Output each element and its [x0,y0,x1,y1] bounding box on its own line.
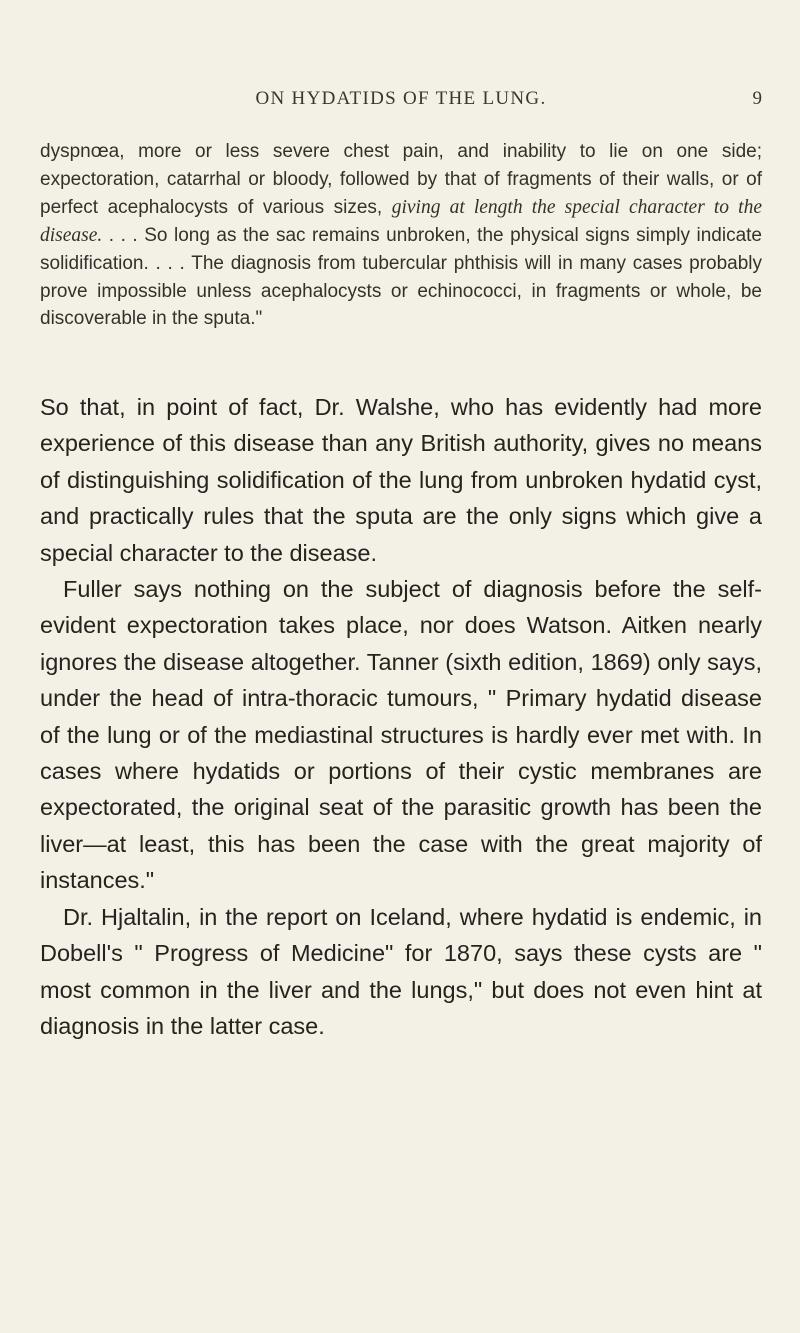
paragraph-fuller: Fuller says nothing on the subject of diagnosis before the self-evident expectoration takes place, nor does Watson. Aitken nearly ignores the disease altogether. Tanner (sixth edition, 1869) only says, under the head of intra-thoracic tumours, " Primary hydatid disease of the lung or of the mediastinal structures is hardly ever met with. In cases where hydatids or portions of their cystic membranes are expectorated, the original seat of the parasitic growth has been the liver—at least, this has been the case with the great majority of instances." [40,576,762,894]
quote-text-start: dyspnœa, more or less severe chest pain, and inability to lie on one side; expectoration, catarrhal or bloody, followed by that of fragments of their walls, or of perfect acephalocysts of various sizes, [40,141,762,218]
quoted-paragraph [40,138,762,333]
running-title: ON HYDATIDS OF THE LUNG. [255,88,547,109]
running-head [40,88,762,116]
paragraph-walshe: So that, in point of fact, Dr. Walshe, who has evidently had more experience of this disease than any British authority, gives no means of distinguishing solidification of the lung from unbroken hydatid cyst, and practically rules that the sputa are the only signs which give a special character to the disease. [40,394,762,566]
quoted-passage [40,138,762,333]
quote-italic-text: giving at length the special character to the disease. [40,196,762,246]
body-text [40,389,762,1044]
page-number: 9 [752,88,762,109]
paragraph-hjaltalin: Dr. Hjaltalin, in the report on Iceland, where hydatid is endemic, in Dobell's " Progress of Medicine" for 1870, says these cysts are " most common in the liver and the lungs," but does not even hint at diagnosis in the latter case. [40,903,762,1039]
quote-text-end: . . . So long as the sac remains unbroken, the physical signs simply indicate solidification. . . . The diagnosis from tubercular phthisis will in many cases probably prove impossible unless acephalocysts or echinococci, in fragments or whole, be discoverable in the sputa." [40,224,762,330]
